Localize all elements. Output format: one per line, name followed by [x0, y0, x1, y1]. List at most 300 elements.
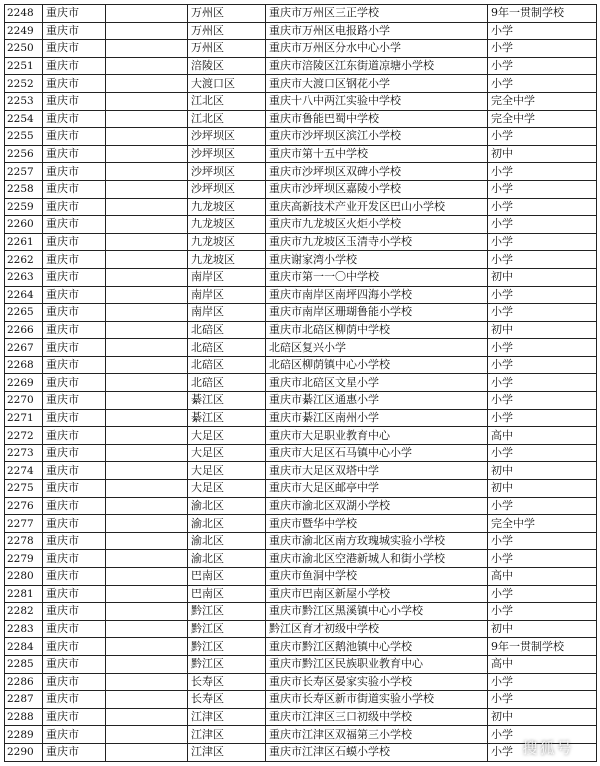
school-type-cell: 小学: [488, 198, 597, 216]
city-cell: 重庆市: [43, 638, 106, 656]
row-number: 2256: [5, 145, 43, 163]
city-cell: 重庆市: [43, 655, 106, 673]
school-name-cell: 重庆市江津区双福第三小学校: [266, 726, 488, 744]
row-number: 2265: [5, 304, 43, 322]
district-cell: 沙坪坝区: [188, 128, 266, 146]
blank-cell: [106, 251, 188, 269]
district-cell: 北碚区: [188, 356, 266, 374]
row-number: 2275: [5, 480, 43, 498]
school-name-cell: 重庆市九龙坡区玉清寺小学校: [266, 233, 488, 251]
city-cell: 重庆市: [43, 356, 106, 374]
blank-cell: [106, 409, 188, 427]
district-cell: 渝北区: [188, 515, 266, 533]
row-number: 2264: [5, 286, 43, 304]
school-name-cell: 重庆市鲁能巴蜀中学校: [266, 110, 488, 128]
table-row: [5, 57, 597, 75]
school-type-cell: 高中: [488, 568, 597, 586]
row-number: 2286: [5, 673, 43, 691]
school-type-cell: 初中: [488, 708, 597, 726]
row-number: 2266: [5, 321, 43, 339]
district-cell: 江津区: [188, 743, 266, 761]
city-cell: 重庆市: [43, 110, 106, 128]
table-row: [5, 638, 597, 656]
table-row: [5, 233, 597, 251]
row-number: 2250: [5, 40, 43, 58]
school-type-cell: 小学: [488, 57, 597, 75]
city-cell: 重庆市: [43, 691, 106, 709]
school-name-cell: 重庆市黔江区鹅池镇中心学校: [266, 638, 488, 656]
city-cell: 重庆市: [43, 251, 106, 269]
school-type-cell: 完全中学: [488, 110, 597, 128]
school-name-cell: 重庆市第十五中学校: [266, 145, 488, 163]
school-name-cell: 重庆市江津区三口初级中学校: [266, 708, 488, 726]
city-cell: 重庆市: [43, 532, 106, 550]
district-cell: 万州区: [188, 22, 266, 40]
school-name-cell: 重庆市鱼洞中学校: [266, 568, 488, 586]
row-number: 2278: [5, 532, 43, 550]
district-cell: 长寿区: [188, 691, 266, 709]
table-row: [5, 198, 597, 216]
school-name-cell: 重庆市綦江区通惠小学: [266, 392, 488, 410]
table-row: [5, 374, 597, 392]
school-type-cell: 初中: [488, 145, 597, 163]
city-cell: 重庆市: [43, 462, 106, 480]
table-row: [5, 180, 597, 198]
blank-cell: [106, 603, 188, 621]
row-number: 2248: [5, 5, 43, 23]
blank-cell: [106, 620, 188, 638]
school-type-cell: 9年一贯制学校: [488, 5, 597, 23]
table-row: [5, 40, 597, 58]
district-cell: 渝北区: [188, 532, 266, 550]
school-name-cell: 重庆市南岸区南坪四海小学校: [266, 286, 488, 304]
district-cell: 黔江区: [188, 620, 266, 638]
district-cell: 九龙坡区: [188, 216, 266, 234]
school-type-cell: 小学: [488, 374, 597, 392]
row-number: 2270: [5, 392, 43, 410]
district-cell: 大足区: [188, 427, 266, 445]
district-cell: 沙坪坝区: [188, 180, 266, 198]
district-cell: 南岸区: [188, 268, 266, 286]
school-type-cell: 小学: [488, 233, 597, 251]
school-type-cell: 高中: [488, 655, 597, 673]
row-number: 2273: [5, 444, 43, 462]
table-row: [5, 22, 597, 40]
table-row: [5, 251, 597, 269]
school-type-cell: 高中: [488, 427, 597, 445]
district-cell: 大足区: [188, 444, 266, 462]
district-cell: 沙坪坝区: [188, 145, 266, 163]
city-cell: 重庆市: [43, 233, 106, 251]
row-number: 2267: [5, 339, 43, 357]
table-row: [5, 708, 597, 726]
table-row: [5, 532, 597, 550]
school-type-cell: 小学: [488, 603, 597, 621]
district-cell: 沙坪坝区: [188, 163, 266, 181]
school-name-cell: 重庆市九龙坡区火炬小学校: [266, 216, 488, 234]
city-cell: 重庆市: [43, 480, 106, 498]
table-row: [5, 145, 597, 163]
school-name-cell: 北碚区复兴小学: [266, 339, 488, 357]
blank-cell: [106, 743, 188, 761]
row-number: 2261: [5, 233, 43, 251]
district-cell: 綦江区: [188, 409, 266, 427]
table-row: [5, 321, 597, 339]
row-number: 2255: [5, 128, 43, 146]
row-number: 2271: [5, 409, 43, 427]
city-cell: 重庆市: [43, 163, 106, 181]
district-cell: 江津区: [188, 726, 266, 744]
school-list-table: [4, 4, 597, 762]
city-cell: 重庆市: [43, 75, 106, 93]
school-name-cell: 重庆市万州区三正学校: [266, 5, 488, 23]
school-name-cell: 重庆市大足区石马镇中心小学: [266, 444, 488, 462]
table-row: [5, 444, 597, 462]
district-cell: 北碚区: [188, 321, 266, 339]
row-number: 2274: [5, 462, 43, 480]
blank-cell: [106, 708, 188, 726]
district-cell: 江津区: [188, 708, 266, 726]
city-cell: 重庆市: [43, 726, 106, 744]
blank-cell: [106, 427, 188, 445]
blank-cell: [106, 568, 188, 586]
school-type-cell: 小学: [488, 339, 597, 357]
city-cell: 重庆市: [43, 145, 106, 163]
district-cell: 九龙坡区: [188, 233, 266, 251]
school-name-cell: 重庆市沙坪坝区滨江小学校: [266, 128, 488, 146]
district-cell: 九龙坡区: [188, 198, 266, 216]
city-cell: 重庆市: [43, 5, 106, 23]
school-type-cell: 初中: [488, 462, 597, 480]
district-cell: 黔江区: [188, 655, 266, 673]
city-cell: 重庆市: [43, 427, 106, 445]
school-name-cell: 重庆市綦江区南州小学: [266, 409, 488, 427]
city-cell: 重庆市: [43, 180, 106, 198]
district-cell: 大足区: [188, 480, 266, 498]
school-type-cell: 小学: [488, 40, 597, 58]
row-number: 2263: [5, 268, 43, 286]
table-row: [5, 409, 597, 427]
school-type-cell: 小学: [488, 286, 597, 304]
blank-cell: [106, 268, 188, 286]
table-row: [5, 339, 597, 357]
school-type-cell: 小学: [488, 216, 597, 234]
table-row: [5, 268, 597, 286]
blank-cell: [106, 5, 188, 23]
blank-cell: [106, 57, 188, 75]
school-name-cell: 重庆十八中两江实验中学校: [266, 92, 488, 110]
school-type-cell: 小学: [488, 743, 597, 761]
school-name-cell: 重庆市巴南区新屋小学校: [266, 585, 488, 603]
city-cell: 重庆市: [43, 216, 106, 234]
school-name-cell: 重庆市长寿区晏家实验小学校: [266, 673, 488, 691]
school-type-cell: 小学: [488, 691, 597, 709]
city-cell: 重庆市: [43, 40, 106, 58]
blank-cell: [106, 515, 188, 533]
school-type-cell: 小学: [488, 392, 597, 410]
table-row: [5, 286, 597, 304]
school-type-cell: 小学: [488, 75, 597, 93]
city-cell: 重庆市: [43, 550, 106, 568]
district-cell: 綦江区: [188, 392, 266, 410]
school-name-cell: 重庆市万州区电报路小学: [266, 22, 488, 40]
city-cell: 重庆市: [43, 515, 106, 533]
district-cell: 北碚区: [188, 374, 266, 392]
city-cell: 重庆市: [43, 444, 106, 462]
school-name-cell: 重庆市北碚区柳荫中学校: [266, 321, 488, 339]
blank-cell: [106, 726, 188, 744]
district-cell: 大足区: [188, 462, 266, 480]
school-name-cell: 重庆市沙坪坝区双碑小学校: [266, 163, 488, 181]
city-cell: 重庆市: [43, 304, 106, 322]
blank-cell: [106, 356, 188, 374]
blank-cell: [106, 532, 188, 550]
school-type-cell: 完全中学: [488, 92, 597, 110]
school-name-cell: 重庆市暨华中学校: [266, 515, 488, 533]
row-number: 2259: [5, 198, 43, 216]
school-name-cell: 黔江区育才初级中学校: [266, 620, 488, 638]
city-cell: 重庆市: [43, 673, 106, 691]
blank-cell: [106, 233, 188, 251]
table-row: [5, 427, 597, 445]
city-cell: 重庆市: [43, 497, 106, 515]
table-row: [5, 5, 597, 23]
school-name-cell: 重庆市北碚区文星小学: [266, 374, 488, 392]
school-type-cell: 小学: [488, 180, 597, 198]
school-name-cell: 重庆市黔江区黑溪镇中心小学校: [266, 603, 488, 621]
district-cell: 大渡口区: [188, 75, 266, 93]
school-type-cell: 小学: [488, 532, 597, 550]
school-type-cell: 小学: [488, 128, 597, 146]
row-number: 2287: [5, 691, 43, 709]
school-name-cell: 重庆市大渡口区钢花小学: [266, 75, 488, 93]
blank-cell: [106, 145, 188, 163]
district-cell: 渝北区: [188, 497, 266, 515]
school-name-cell: 重庆市渝北区南方玫瑰城实验小学校: [266, 532, 488, 550]
city-cell: 重庆市: [43, 198, 106, 216]
blank-cell: [106, 92, 188, 110]
school-type-cell: 小学: [488, 497, 597, 515]
school-type-cell: 小学: [488, 304, 597, 322]
district-cell: 北碚区: [188, 339, 266, 357]
city-cell: 重庆市: [43, 339, 106, 357]
table-row: [5, 691, 597, 709]
table-row: [5, 392, 597, 410]
blank-cell: [106, 75, 188, 93]
school-type-cell: 小学: [488, 585, 597, 603]
school-name-cell: 重庆市南岸区珊瑚鲁能小学校: [266, 304, 488, 322]
blank-cell: [106, 655, 188, 673]
blank-cell: [106, 22, 188, 40]
row-number: 2285: [5, 655, 43, 673]
school-name-cell: 重庆市涪陵区江东街道凉塘小学校: [266, 57, 488, 75]
row-number: 2251: [5, 57, 43, 75]
table-row: [5, 673, 597, 691]
city-cell: 重庆市: [43, 743, 106, 761]
school-type-cell: 小学: [488, 726, 597, 744]
blank-cell: [106, 462, 188, 480]
city-cell: 重庆市: [43, 57, 106, 75]
table-row: [5, 163, 597, 181]
city-cell: 重庆市: [43, 708, 106, 726]
blank-cell: [106, 163, 188, 181]
row-number: 2284: [5, 638, 43, 656]
row-number: 2277: [5, 515, 43, 533]
school-name-cell: 重庆市沙坪坝区嘉陵小学校: [266, 180, 488, 198]
blank-cell: [106, 444, 188, 462]
school-name-cell: 北碚区柳荫镇中心小学校: [266, 356, 488, 374]
table-row: [5, 585, 597, 603]
blank-cell: [106, 550, 188, 568]
school-name-cell: 重庆市长寿区新市街道实验小学校: [266, 691, 488, 709]
school-type-cell: 小学: [488, 444, 597, 462]
school-name-cell: 重庆市渝北区双湖小学校: [266, 497, 488, 515]
table-row: [5, 655, 597, 673]
row-number: 2262: [5, 251, 43, 269]
school-type-cell: 初中: [488, 620, 597, 638]
table-row: [5, 304, 597, 322]
school-name-cell: 重庆市大足区双塔中学: [266, 462, 488, 480]
city-cell: 重庆市: [43, 128, 106, 146]
city-cell: 重庆市: [43, 585, 106, 603]
school-name-cell: 重庆市大足区邮亭中学: [266, 480, 488, 498]
school-type-cell: 小学: [488, 550, 597, 568]
blank-cell: [106, 638, 188, 656]
blank-cell: [106, 673, 188, 691]
school-name-cell: 重庆市万州区分水中心小学: [266, 40, 488, 58]
watermark: 搜狐号: [522, 738, 574, 757]
blank-cell: [106, 216, 188, 234]
blank-cell: [106, 392, 188, 410]
row-number: 2269: [5, 374, 43, 392]
row-number: 2253: [5, 92, 43, 110]
blank-cell: [106, 339, 188, 357]
blank-cell: [106, 585, 188, 603]
blank-cell: [106, 180, 188, 198]
row-number: 2252: [5, 75, 43, 93]
school-type-cell: 小学: [488, 251, 597, 269]
city-cell: 重庆市: [43, 392, 106, 410]
row-number: 2272: [5, 427, 43, 445]
row-number: 2280: [5, 568, 43, 586]
blank-cell: [106, 40, 188, 58]
table-row: [5, 620, 597, 638]
city-cell: 重庆市: [43, 620, 106, 638]
row-number: 2276: [5, 497, 43, 515]
blank-cell: [106, 321, 188, 339]
blank-cell: [106, 691, 188, 709]
city-cell: 重庆市: [43, 22, 106, 40]
blank-cell: [106, 304, 188, 322]
city-cell: 重庆市: [43, 603, 106, 621]
district-cell: 万州区: [188, 40, 266, 58]
city-cell: 重庆市: [43, 409, 106, 427]
district-cell: 南岸区: [188, 286, 266, 304]
blank-cell: [106, 480, 188, 498]
school-type-cell: 小学: [488, 163, 597, 181]
district-cell: 南岸区: [188, 304, 266, 322]
school-name-cell: 重庆市黔江区民族职业教育中心: [266, 655, 488, 673]
row-number: 2279: [5, 550, 43, 568]
table-row: [5, 515, 597, 533]
district-cell: 黔江区: [188, 638, 266, 656]
district-cell: 万州区: [188, 5, 266, 23]
blank-cell: [106, 128, 188, 146]
row-number: 2257: [5, 163, 43, 181]
district-cell: 巴南区: [188, 585, 266, 603]
row-number: 2282: [5, 603, 43, 621]
row-number: 2281: [5, 585, 43, 603]
school-type-cell: 初中: [488, 321, 597, 339]
school-name-cell: 重庆高新技术产业开发区巴山小学校: [266, 198, 488, 216]
district-cell: 江北区: [188, 110, 266, 128]
table-row: [5, 497, 597, 515]
row-number: 2260: [5, 216, 43, 234]
city-cell: 重庆市: [43, 568, 106, 586]
district-cell: 长寿区: [188, 673, 266, 691]
blank-cell: [106, 110, 188, 128]
table-row: [5, 216, 597, 234]
school-name-cell: 重庆市渝北区空港新城人和街小学校: [266, 550, 488, 568]
district-cell: 江北区: [188, 92, 266, 110]
city-cell: 重庆市: [43, 321, 106, 339]
district-cell: 黔江区: [188, 603, 266, 621]
blank-cell: [106, 198, 188, 216]
school-name-cell: 重庆市江津区石蟆小学校: [266, 743, 488, 761]
table-row: [5, 75, 597, 93]
row-number: 2249: [5, 22, 43, 40]
city-cell: 重庆市: [43, 374, 106, 392]
row-number: 2283: [5, 620, 43, 638]
blank-cell: [106, 374, 188, 392]
table-row: [5, 550, 597, 568]
district-cell: 涪陵区: [188, 57, 266, 75]
district-cell: 九龙坡区: [188, 251, 266, 269]
row-number: 2288: [5, 708, 43, 726]
blank-cell: [106, 497, 188, 515]
school-type-cell: 初中: [488, 480, 597, 498]
blank-cell: [106, 286, 188, 304]
city-cell: 重庆市: [43, 268, 106, 286]
school-type-cell: 小学: [488, 409, 597, 427]
row-number: 2258: [5, 180, 43, 198]
table-row: [5, 480, 597, 498]
city-cell: 重庆市: [43, 92, 106, 110]
school-type-cell: 小学: [488, 356, 597, 374]
row-number: 2268: [5, 356, 43, 374]
city-cell: 重庆市: [43, 286, 106, 304]
table-row: [5, 110, 597, 128]
row-number: 2290: [5, 743, 43, 761]
school-name-cell: 重庆市大足职业教育中心: [266, 427, 488, 445]
table-row: [5, 603, 597, 621]
table-row: [5, 92, 597, 110]
school-type-cell: 小学: [488, 22, 597, 40]
table-body: [5, 5, 597, 762]
school-name-cell: 重庆市第一一〇中学校: [266, 268, 488, 286]
district-cell: 巴南区: [188, 568, 266, 586]
school-type-cell: 小学: [488, 673, 597, 691]
table-row: [5, 356, 597, 374]
table-row: [5, 568, 597, 586]
district-cell: 渝北区: [188, 550, 266, 568]
school-name-cell: 重庆谢家湾小学校: [266, 251, 488, 269]
school-type-cell: 完全中学: [488, 515, 597, 533]
school-type-cell: 9年一贯制学校: [488, 638, 597, 656]
school-type-cell: 初中: [488, 268, 597, 286]
table-row: [5, 462, 597, 480]
table-row: [5, 128, 597, 146]
